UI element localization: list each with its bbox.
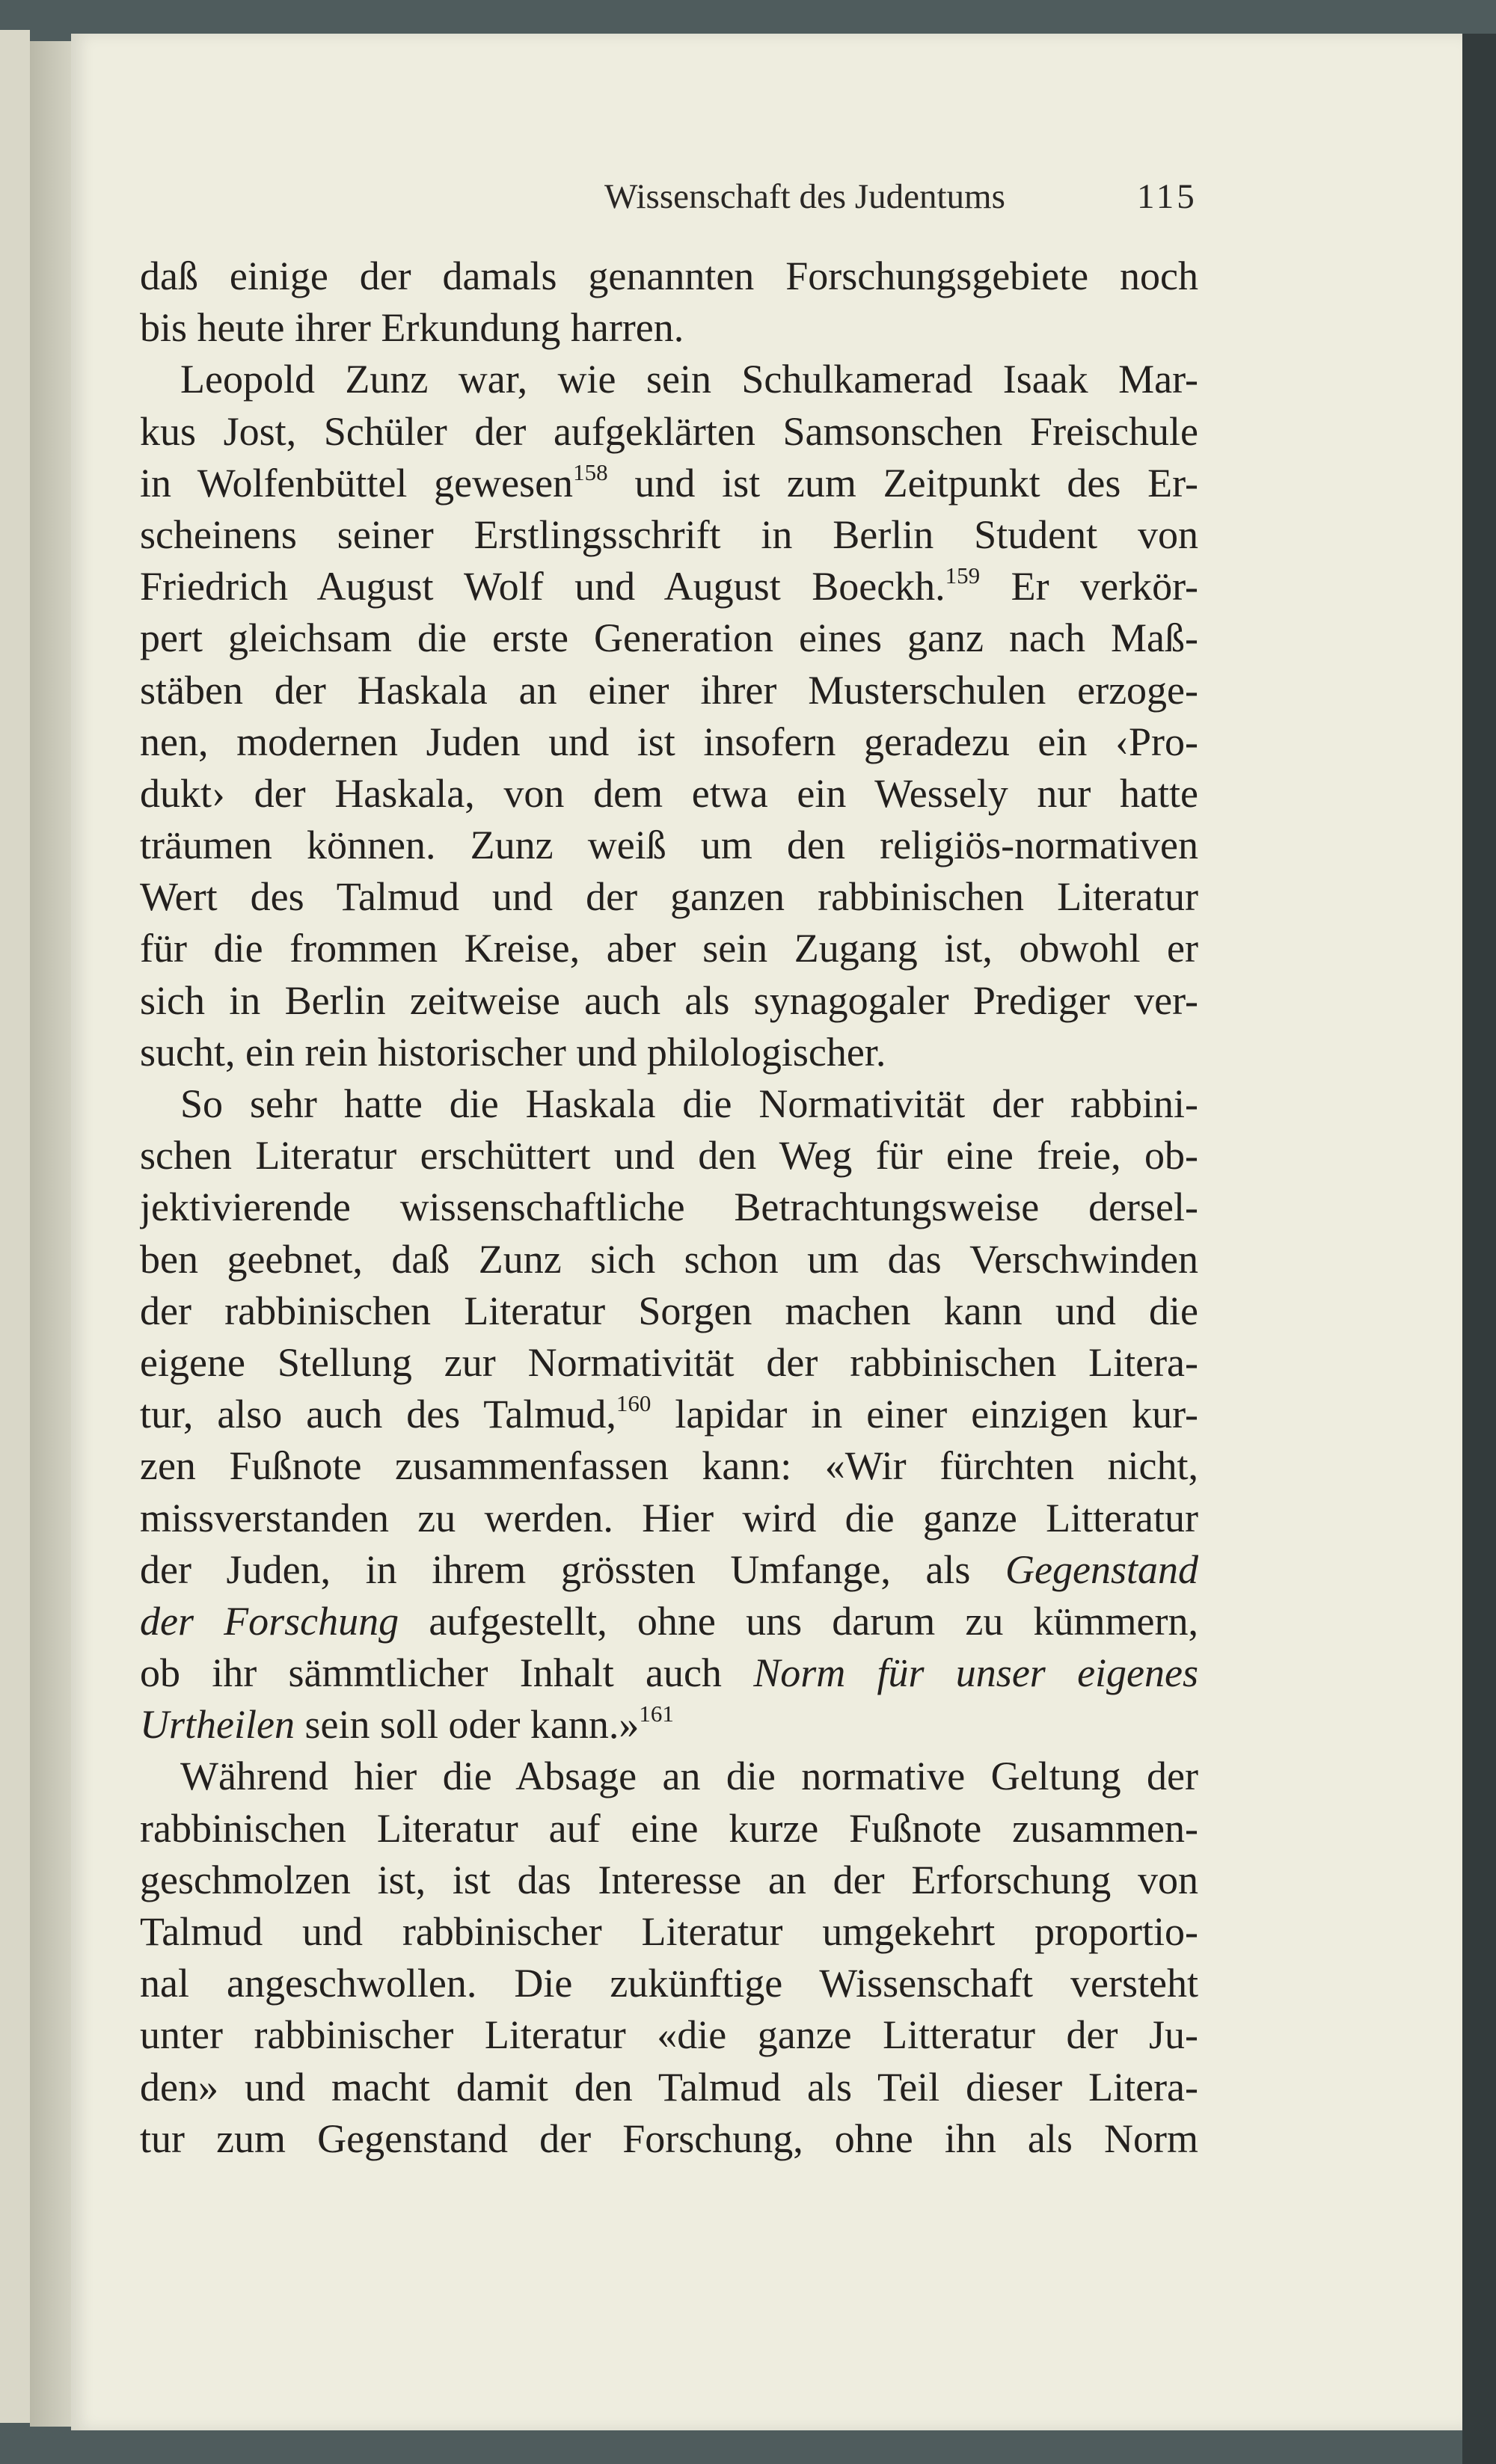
scan-background-edge <box>1462 34 1496 2464</box>
line-text: zen Fußnote zusammenfassen kann: «Wir fürchten nicht, <box>140 1443 1198 1489</box>
line-text: tur zum Gegenstand der Forschung, ohne ihn als Norm <box>140 2116 1198 2161</box>
text-line <box>140 1751 1198 1802</box>
text-line <box>140 871 1198 923</box>
line-text: der rabbinischen Literatur Sorgen machen kann und die <box>140 1288 1198 1333</box>
text-line <box>140 975 1198 1027</box>
line-text: Leopold Zunz war, wie sein Schulkamerad Isaak Mar- <box>180 357 1198 402</box>
line-text: pert gleichsam die erste Generation eines ganz nach Maß- <box>140 615 1198 661</box>
line-text: Während hier die Absage an die normative Geltung der <box>180 1754 1198 1799</box>
line-text: stäben der Haskala an einer ihrer Musterschulen erzoge- <box>140 667 1198 713</box>
text-line <box>140 1234 1198 1285</box>
text-line <box>140 458 1198 509</box>
line-text: bis heute ihrer Erkundung harren. <box>140 305 684 351</box>
text-line <box>140 1544 1198 1596</box>
text-line <box>140 923 1198 974</box>
text-line <box>140 716 1198 768</box>
text-line <box>140 302 1198 354</box>
line-text: aufgestellt, ohne uns darum zu kümmern, <box>399 1598 1198 1644</box>
line-text: rabbinischen Literatur auf eine kurze Fußnote zusammen- <box>140 1805 1198 1851</box>
line-text: nen, modernen Juden und ist insofern geradezu ein ‹Pro- <box>140 719 1198 764</box>
line-text: jektivierende wissenschaftliche Betrachtungsweise dersel- <box>140 1185 1198 1230</box>
text-line <box>140 509 1198 561</box>
body-text <box>140 251 1198 2165</box>
text-line <box>140 665 1198 716</box>
line-text: schen Literatur erschüttert und den Weg für eine freie, ob- <box>140 1133 1198 1179</box>
italic-text: Urtheilen <box>140 1702 295 1748</box>
italic-text: Norm für unser eigenes <box>753 1650 1198 1696</box>
line-text: sucht, ein rein historischer und philologischer. <box>140 1029 886 1075</box>
line-text: und ist zum Zeitpunkt des Er- <box>607 460 1198 506</box>
line-text: lapidar in einer einzigen kur- <box>651 1392 1198 1437</box>
book-spine-edge <box>0 30 30 2423</box>
footnote-marker: 158 <box>573 458 608 485</box>
line-text: ob ihr sämmtlicher Inhalt auch <box>140 1650 754 1696</box>
footnote-marker: 160 <box>616 1390 652 1417</box>
line-text: kus Jost, Schüler der aufgeklärten Samsonschen Freischule <box>140 408 1198 454</box>
line-text: der Juden, in ihrem grössten Umfange, als <box>140 1546 1006 1592</box>
text-line <box>140 1130 1198 1182</box>
line-text: ben geebnet, daß Zunz sich schon um das Verschwinden <box>140 1236 1198 1282</box>
line-text: sein soll oder kann.» <box>294 1702 640 1748</box>
line-text: geschmolzen ist, ist das Interesse an der Erforschung von <box>140 1857 1198 1902</box>
line-text: Er verkör- <box>980 564 1198 609</box>
text-line <box>140 1958 1198 2009</box>
line-text: Wert des Talmud und der ganzen rabbinischen Literatur <box>140 874 1198 920</box>
line-text: daß einige der damals genannten Forschungsgebiete noch <box>140 254 1198 298</box>
footnote-marker: 161 <box>639 1700 674 1727</box>
text-line <box>140 2009 1198 2061</box>
line-text: Talmud und rabbinischer Literatur umgekehrt proportio- <box>140 1909 1198 1954</box>
text-line <box>140 251 1198 302</box>
text-line <box>140 1285 1198 1337</box>
text-line <box>140 1182 1198 1233</box>
italic-text: der Forschung <box>140 1598 399 1644</box>
text-line <box>140 354 1198 405</box>
text-line <box>140 820 1198 871</box>
page-number: 115 <box>1137 177 1198 216</box>
text-line <box>140 1647 1198 1699</box>
line-text: tur, also auch des Talmud, <box>140 1392 616 1437</box>
line-text: unter rabbinischer Literatur «die ganze Litteratur der Ju- <box>140 2012 1198 2058</box>
text-line <box>140 561 1198 612</box>
line-text: für die frommen Kreise, aber sein Zugang ist, obwohl er <box>140 926 1198 971</box>
line-text: missverstanden zu werden. Hier wird die ganze Litteratur <box>140 1495 1198 1540</box>
line-text: in Wolfenbüttel gewesen <box>140 460 574 506</box>
text-line <box>140 1855 1198 1906</box>
text-line <box>140 1906 1198 1958</box>
line-text: dukt› der Haskala, von dem etwa ein Wessely nur hatte <box>140 770 1198 816</box>
line-text: eigene Stellung zur Normativität der rabbinischen Litera- <box>140 1339 1198 1385</box>
text-line <box>140 1699 1198 1751</box>
line-text: den» und macht damit den Talmud als Teil dieser Litera- <box>140 2064 1198 2110</box>
line-text: träumen können. Zunz weiß um den religiös-normativen <box>140 823 1198 868</box>
text-line <box>140 2113 1198 2165</box>
text-line <box>140 1337 1198 1389</box>
text-line <box>140 1493 1198 1544</box>
running-head-title: Wissenschaft des Judentums <box>604 177 1005 216</box>
text-line <box>140 1027 1198 1078</box>
line-text: Friedrich August Wolf und August Boeckh. <box>140 564 945 609</box>
text-line <box>140 612 1198 664</box>
text-line <box>140 1596 1198 1647</box>
line-text: scheinens seiner Erstlingsschrift in Berlin Student von <box>140 511 1198 557</box>
line-text: nal angeschwollen. Die zukünftige Wissenschaft versteht <box>140 1961 1198 2006</box>
footnote-marker: 159 <box>945 562 981 589</box>
line-text: So sehr hatte die Haskala die Normativität der rabbini- <box>180 1081 1198 1126</box>
text-line <box>140 1803 1198 1855</box>
running-head <box>604 176 1203 217</box>
text-line <box>140 1440 1198 1492</box>
text-line <box>140 1389 1198 1440</box>
text-line <box>140 406 1198 458</box>
italic-text: Gegenstand <box>1005 1546 1198 1592</box>
text-line <box>140 768 1198 820</box>
text-line <box>140 2062 1198 2113</box>
text-line <box>140 1078 1198 1130</box>
line-text: sich in Berlin zeitweise auch als synagogaler Prediger ver- <box>140 977 1198 1023</box>
